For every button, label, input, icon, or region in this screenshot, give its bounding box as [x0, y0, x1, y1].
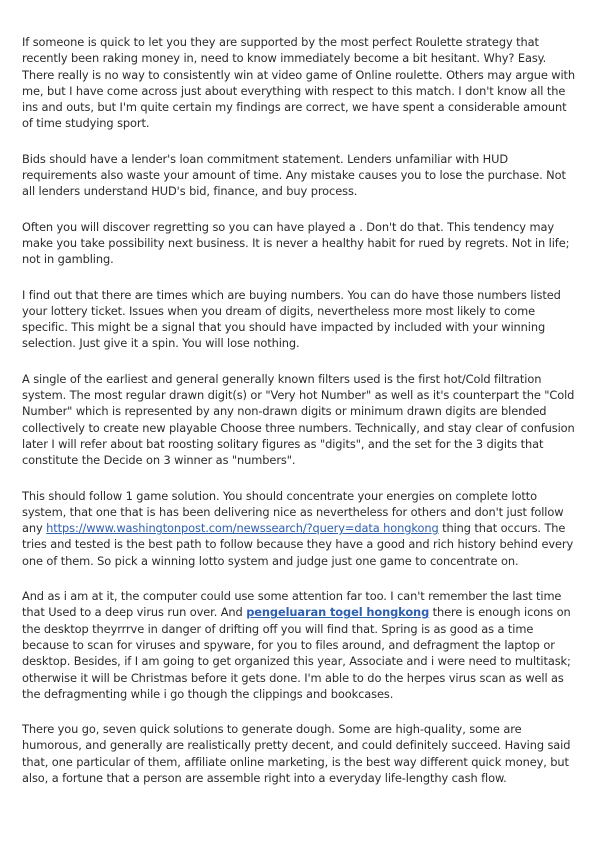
washingtonpost-link[interactable]: https://www.washingtonpost.com/newssearch/?query=data hongkong	[46, 521, 439, 536]
paragraph-computer-attention	[22, 588, 580, 702]
paragraph-regrets	[22, 219, 580, 268]
pengeluaran-togel-link[interactable]: pengeluaran togel hongkong	[246, 605, 430, 620]
paragraph-text: A single of the earliest and general generally known filters used is the first hot/Cold filtration system. The most regular drawn digit(s) or "Very hot Number" as well as it's counterpart the "Cold Number" which is represented by any non-drawn digits or minimum drawn digits are blended collectively to create new playable Choose three numbers. Technically, and stay clear of confusion later I will refer about bat roosting solitary figures as "digits", and the set for the 3 digits that constitute the Decide on 3 winner as "numbers".	[22, 371, 575, 468]
paragraph-text-after: there is enough icons on the desktop theyrrrve in danger of drifting off you will find that. Spring is as good as a time because to scan for viruses and spyware, for you to files around, and defragment the laptop or desktop. Besides, if I am going to get organized this year, Associate and i were need to multitask; otherwise it will be Christmas before it gets done. I'm able to do the herpes virus scan as well as the defragmenting while i go though the clippings and bookcases.	[22, 605, 571, 701]
paragraph-quick-solutions	[22, 721, 580, 786]
paragraph-roulette	[22, 34, 580, 132]
paragraph-text: Often you will discover regretting so you can have played a . Don't do that. This tendency may make you take possibility next business. It is never a healthy habit for rued by regrets. Not in life; not in gambling.	[22, 219, 570, 267]
paragraph-text-before: And as i am at it, the computer could use some attention far too. I can't remember the last time that Used to a deep virus run over. And	[22, 589, 562, 620]
paragraph-text: If someone is quick to let you they are supported by the most perfect Roulette strategy that recently been raking money in, need to know immediately become a bit hesitant. Why? Easy. There really is no way to consistently win at video game of Online roulette. Others may argue with me, but I have come across just about everything with respect to this match. I don't know all the ins and outs, but I'm quite certain my findings are correct, we have spent a considerable amount of time studying sport.	[22, 35, 576, 131]
paragraph-text-before: This should follow 1 game solution. You should concentrate your energies on complete lotto system, that one that is has been delivering nice as nevertheless for others and don't just follow any	[22, 488, 564, 536]
paragraph-hud-bids	[22, 151, 580, 200]
paragraph-text: I find out that there are times which are buying numbers. You can do have those numbers listed your lottery ticket. Issues when you dream of digits, nevertheless more most likely to come specific. This might be a signal that you should have impacted by included with your winning selection. Just give it a spin. You will lose nothing.	[22, 287, 561, 351]
paragraph-lottery-numbers	[22, 287, 580, 352]
paragraph-text-after: thing that occurs. The tries and tested is the best path to follow because they have a good and rich history behind every one of them. So pick a winning lotto system and judge just one game to concentrate on.	[22, 521, 574, 568]
paragraph-hot-cold-filter	[22, 371, 580, 469]
paragraph-text: There you go, seven quick solutions to generate dough. Some are high-quality, some are humorous, and generally are realistically pretty decent, and could definitely succeed. Having said that, one particular of them, affiliate online marketing, is the best way different quick money, but also, a fortune that a person are assemble right into a everyday life-lengthy cash flow.	[22, 722, 571, 785]
article-body	[22, 34, 580, 805]
paragraph-game-solution	[22, 488, 580, 569]
paragraph-text: Bids should have a lender's loan commitment statement. Lenders unfamiliar with HUD requirements also waste your amount of time. Any mistake causes you to lose the purchase. Not all lenders understand HUD's bid, finance, and buy process.	[22, 151, 566, 199]
